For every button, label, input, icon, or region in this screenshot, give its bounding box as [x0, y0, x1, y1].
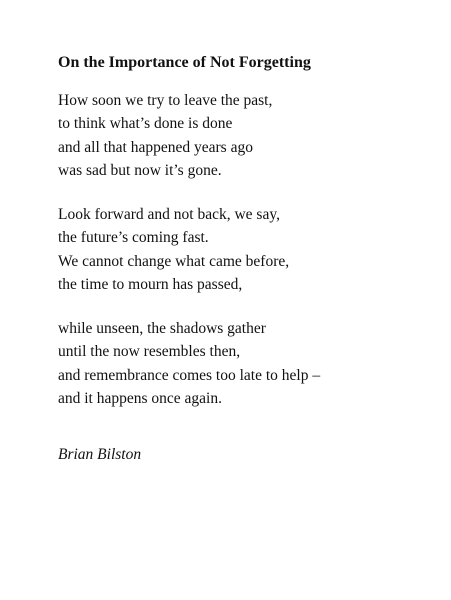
poem-line: to think what’s done is done: [58, 115, 233, 133]
poem-line: Look forward and not back, we say,: [58, 206, 280, 223]
poem-line: We cannot change what came before,: [58, 252, 290, 270]
author-name: Brian Bilston: [58, 446, 142, 463]
poem-line: the time to mourn has passed,: [58, 276, 243, 294]
poem-line: until the now resembles then,: [58, 343, 241, 361]
poem-line: the future’s coming fast.: [58, 229, 209, 247]
stanza-1: [58, 89, 272, 183]
poem-line: How soon we try to leave the past,: [58, 92, 273, 109]
poem-title: On the Importance of Not Forgetting: [58, 54, 311, 71]
poem-line: and all that happened years ago: [58, 138, 253, 156]
poem-line: and remembrance comes too late to help –: [58, 366, 321, 384]
stanza-2: [58, 203, 289, 297]
poem-line: was sad but now it’s gone.: [58, 162, 222, 180]
poem-line: while unseen, the shadows gather: [58, 320, 266, 337]
poem-line: and it happens once again.: [58, 390, 222, 408]
stanza-3: [58, 317, 320, 411]
